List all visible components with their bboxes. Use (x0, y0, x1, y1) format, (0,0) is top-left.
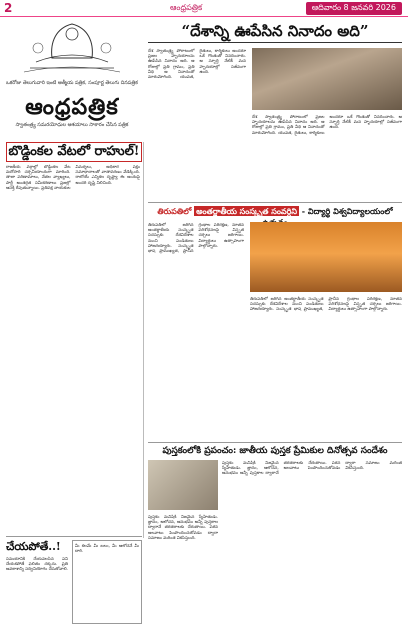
divider (148, 42, 402, 43)
bottom-box-poem: మీ కలమే మీ బలం, మీ ఆలోచనే మీ దారి. (72, 540, 142, 624)
page-header-bar (0, 0, 408, 17)
newspaper-name: ఆంధ్రపత్రిక (25, 94, 119, 120)
masthead (6, 18, 138, 136)
bottom-box-body: సమయానికి చేయవలసిన పని చేయకపోతే ఫలితం దక్కదు. ప్రతి అవకాశాన్ని సద్వినియోగం చేసుకోవాలి. (6, 556, 68, 572)
books-story-headline: పుస్తకంలోకి ప్రపంచం: జాతీయ పుస్తక ప్రేమికుల దినోత్సవ సందేశం (162, 446, 388, 456)
divider (6, 536, 142, 537)
books-story-photo (148, 460, 218, 510)
column-divider (143, 142, 144, 538)
divider (148, 202, 402, 203)
goddess-emblem-icon (16, 18, 128, 78)
feature-body: తిరుపతిలో జరిగిన అంతర్జాతీయ సంస్కృత సదస్సుకు దేశవిదేశాల నుంచి పండితులు హాజరయ్యారు. సంస్కృత భాష ప్రాముఖ్యత, ప్రాచీన గ్రంథాల పరిరక్షణ, నూతన పరిశోధనలపై విస్తృత చర్చలు జరిగాయి. విద్యార్థులు ఉత్సాహంగా పాల్గొన్నారు. (148, 222, 244, 254)
bottom-box-headline: చేయపోతే..! (6, 540, 61, 553)
books-story-body: పుస్తకం మనిషికి నిజమైన స్నేహితుడు. జ్ఞానం, ఆలోచన, అనుభవం అన్నీ పుస్తకాల ద్వారానే తరతరాలకు చేరుతాయి. పఠన అలవాటు పెంపొందించుకోవడం ద్వారా సమాజం మరింత వికసిస్తుంది. (222, 460, 402, 476)
masthead-tagline: ఒకరోజు తెలుగువారి ఇంటి ఆత్మీయ పత్రిక, సంపూర్ణ తెలుగు దినపత్రిక (6, 80, 138, 86)
divider (148, 442, 402, 443)
feature-headline-highlight: అంతర్జాతీయ సంస్కృత సంవర్ధిని (196, 206, 297, 216)
date-label: ఆదివారం 8 జనవరి 2026 (306, 2, 402, 15)
feature-headline-rest: - విద్యార్థి విశ్వవిద్యాలయంలో (301, 206, 393, 216)
top-story-headline: “దేశాన్ని ఊపేసిన నినాదం అది” (181, 22, 369, 40)
page-number: 2 (4, 1, 13, 15)
header-center-label: ఆంధ్రపత్రిక (170, 3, 203, 12)
books-story-body-left: పుస్తకం మనిషికి నిజమైన స్నేహితుడు. జ్ఞానం, ఆలోచన, అనుభవం అన్నీ పుస్తకాల ద్వారానే తరతరాలకు చేరుతాయి. పఠన అలవాటు పెంపొందించుకోవడం ద్వారా సమాజం మరింత వికసిస్తుంది. (148, 514, 218, 540)
top-story-body: దేశ స్వాతంత్ర్య పోరాటంలో ప్రజల హృదయాలను ఊపేసిన నినాదం అది. ఆ రోజుల్లో ప్రతి గ్రామం, ప్రతి వీధి ఆ నినాదంతో మారుమోగింది. యువత, రైతులు, కార్మికులు అందరూ ఒకే గొంతుతో నినదించారు. ఆ స్ఫూర్తి నేటికీ మన హృదయాల్లో సజీవంగా ఉంది. (148, 48, 246, 80)
left-story-body: రాజకీయ వర్గాల్లో బొడ్డింకల వేట మరోసారి చర్చనీయాంశంగా మారింది. తాజా పరిణామాలు, నేతల వ్యాఖ్యలు, పార్టీ అంతర్గత సమీకరణాలు ప్రజల్లో ఆసక్తి రేపుతున్నాయి. ప్రతిపక్ష నాయకుల విమర్శలు, అధికార పక్షం సమాధానాలతో వాతావరణం వేడెక్కింది. రాబోయే ఎన్నికల దృష్ట్యా ఈ అంశంపై అందరి దృష్టి నిలిచింది. (6, 164, 140, 190)
feature-body-continued: తిరుపతిలో జరిగిన అంతర్జాతీయ సంస్కృత సదస్సుకు దేశవిదేశాల నుంచి పండితులు హాజరయ్యారు. సంస్కృత భాష ప్రాముఖ్యత, ప్రాచీన గ్రంథాల పరిరక్షణ, నూతన పరిశోధనలపై విస్తృత చర్చలు జరిగాయి. విద్యార్థులు ఉత్సాహంగా పాల్గొన్నారు. (250, 296, 402, 312)
left-story-headline: బొడ్డింకల వేటలో రాహుల్! (8, 144, 140, 159)
left-story-headline-box (6, 142, 142, 162)
feature-headline-red: తిరుపతిలో (157, 206, 192, 216)
feature-photo (250, 222, 402, 292)
top-story-body-continued: దేశ స్వాతంత్ర్య పోరాటంలో ప్రజల హృదయాలను ఊపేసిన నినాదం అది. ఆ రోజుల్లో ప్రతి గ్రామం, ప్రతి వీధి ఆ నినాదంతో మారుమోగింది. యువత, రైతులు, కార్మికులు అందరూ ఒకే గొంతుతో నినదించారు. ఆ స్ఫూర్తి నేటికీ మన హృదయాల్లో సజీవంగా ఉంది. (252, 114, 402, 135)
top-story-photo (252, 48, 402, 110)
masthead-subline: స్వాతంత్ర్య సమరయోధుల ఆశయాలు సాకారం చేసిన పత్రిక (15, 122, 129, 128)
